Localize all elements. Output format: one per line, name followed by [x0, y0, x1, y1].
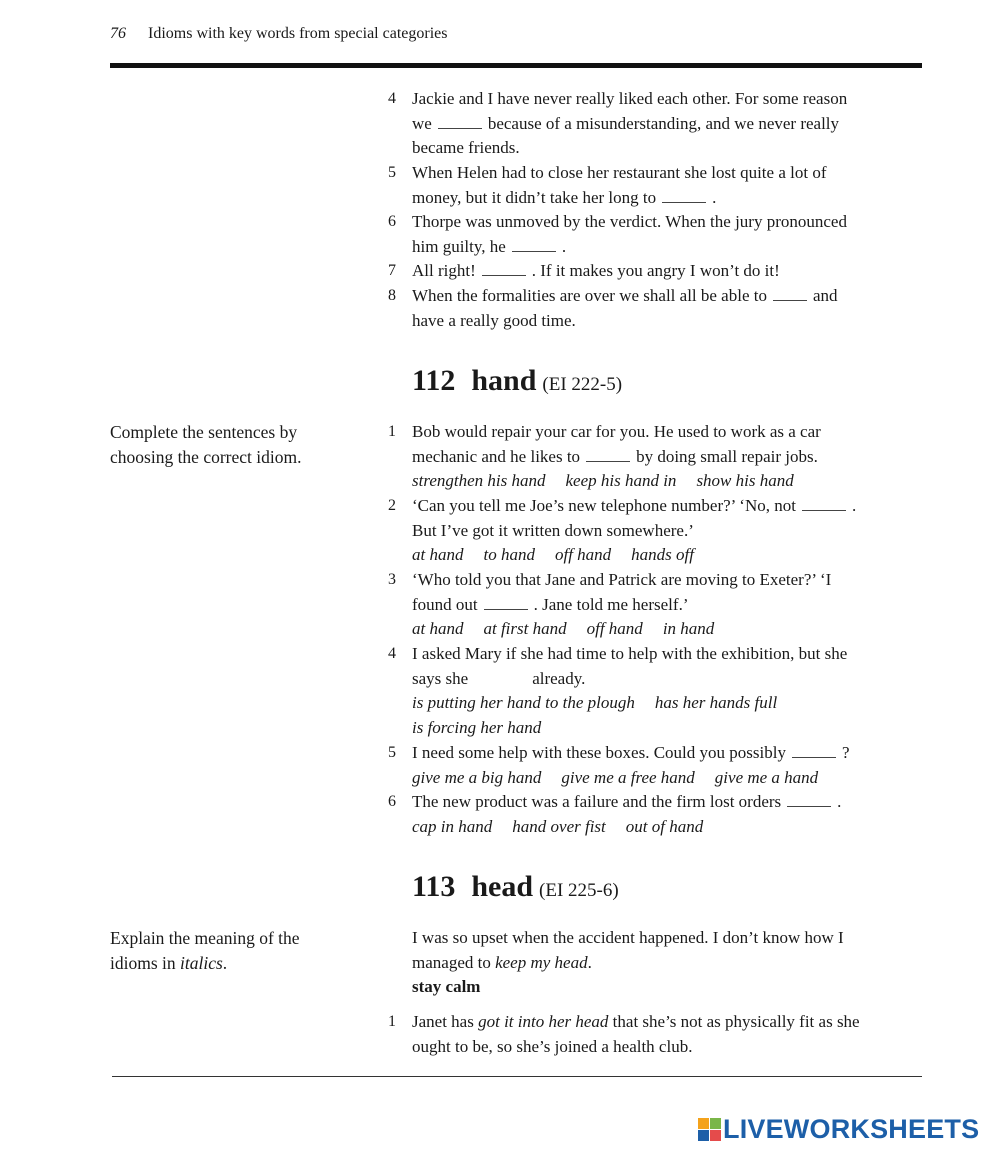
answer-blank[interactable]: [792, 745, 836, 758]
exercise-item: 4 Jackie and I have never really liked each other. For some reason we because of a misunderstanding, and we never really became friends.: [388, 89, 848, 158]
answer-blank[interactable]: [482, 263, 526, 276]
idiom-options: give me a big hand give me a free hand give me a hand: [412, 767, 819, 787]
exercise-item: 3 ‘Who told you that Jane and Patrick are moving to Exeter?’ ‘I found out . Jane told me herself.’ at hand at first hand off hand in hand: [388, 570, 832, 639]
answer-blank[interactable]: [438, 116, 482, 129]
idiom-options: at hand to hand off hand hands off: [412, 545, 694, 565]
section-heading-112: 112 hand (EI 222-5): [412, 364, 623, 397]
logo-square: [710, 1118, 721, 1129]
exercise-item: 8 When the formalities are over we shall all be able to and have a really good time.: [388, 286, 838, 330]
answer-blank[interactable]: [662, 190, 706, 203]
instruction-113: Explain the meaning of the idioms in italics.: [110, 928, 300, 973]
exercise-item: 2 ‘Can you tell me Joe’s new telephone number?’ ‘No, not . But I’ve got it written down somewhere.’ at hand to hand off hand hands off: [388, 496, 857, 565]
exercise-item: 5 I need some help with these boxes. Could you possibly ? give me a big hand give me a free hand give me a hand: [388, 743, 850, 787]
exercise-item: 4 I asked Mary if she had time to help with the exhibition, but she says she already. is putting her hand to the plough has her hands full is forcing her hand: [388, 644, 848, 737]
answer-blank[interactable]: [802, 498, 846, 511]
page-number: 76: [110, 25, 126, 42]
answer-blank[interactable]: [773, 288, 807, 301]
answer-blank[interactable]: [474, 671, 526, 684]
idiom-options: is putting her hand to the plough has her hands full is forcing her hand: [412, 693, 778, 737]
exercise-item: 1 Bob would repair your car for you. He used to work as a car mechanic and he likes to by doing small repair jobs. strengthen his hand keep his hand in show his hand: [388, 422, 821, 491]
exercise-item: 5 When Helen had to close her restaurant she lost quite a lot of money, but it didn’t take her long to .: [388, 163, 827, 207]
exercise-item: 1 Janet has got it into her head that she’s not as physically fit as she ought to be, so she’s joined a health club.: [388, 1012, 860, 1056]
exercise-item: 6 Thorpe was unmoved by the verdict. When the jury pronounced him guilty, he .: [388, 212, 847, 256]
section-heading-113: 113 head (EI 225-6): [412, 870, 619, 903]
example-answer: stay calm: [412, 977, 481, 997]
answer-blank[interactable]: [512, 239, 556, 252]
chapter-title: Idioms with key words from special categories: [148, 25, 448, 42]
logo-square: [698, 1130, 709, 1141]
answer-blank[interactable]: [586, 449, 630, 462]
logo-square: [710, 1130, 721, 1141]
logo-mark-icon: [698, 1118, 721, 1141]
instruction-112: Complete the sentences by choosing the correct idiom.: [110, 422, 302, 467]
header-rule: [110, 63, 922, 68]
idiom-options: cap in hand hand over fist out of hand: [412, 816, 704, 836]
liveworksheets-logo[interactable]: [698, 1114, 979, 1145]
logo-square: [698, 1118, 709, 1129]
idiom-options: strengthen his hand keep his hand in show his hand: [412, 471, 794, 491]
answer-blank[interactable]: [484, 597, 528, 610]
exercise-item: 6 The new product was a failure and the firm lost orders . cap in hand hand over fist out of hand: [388, 792, 842, 836]
exercise-item: 7 All right! . If it makes you angry I won’t do it!: [388, 261, 780, 280]
footer-rule: [112, 1076, 922, 1077]
worked-example: I was so upset when the accident happened. I don’t know how I managed to keep my head. stay calm: [412, 928, 844, 997]
answer-blank[interactable]: [787, 794, 831, 807]
idiom-options: at hand at first hand off hand in hand: [412, 619, 715, 639]
logo-text: LIVEWORKSHEETS: [723, 1114, 980, 1144]
page-header: [110, 25, 447, 43]
